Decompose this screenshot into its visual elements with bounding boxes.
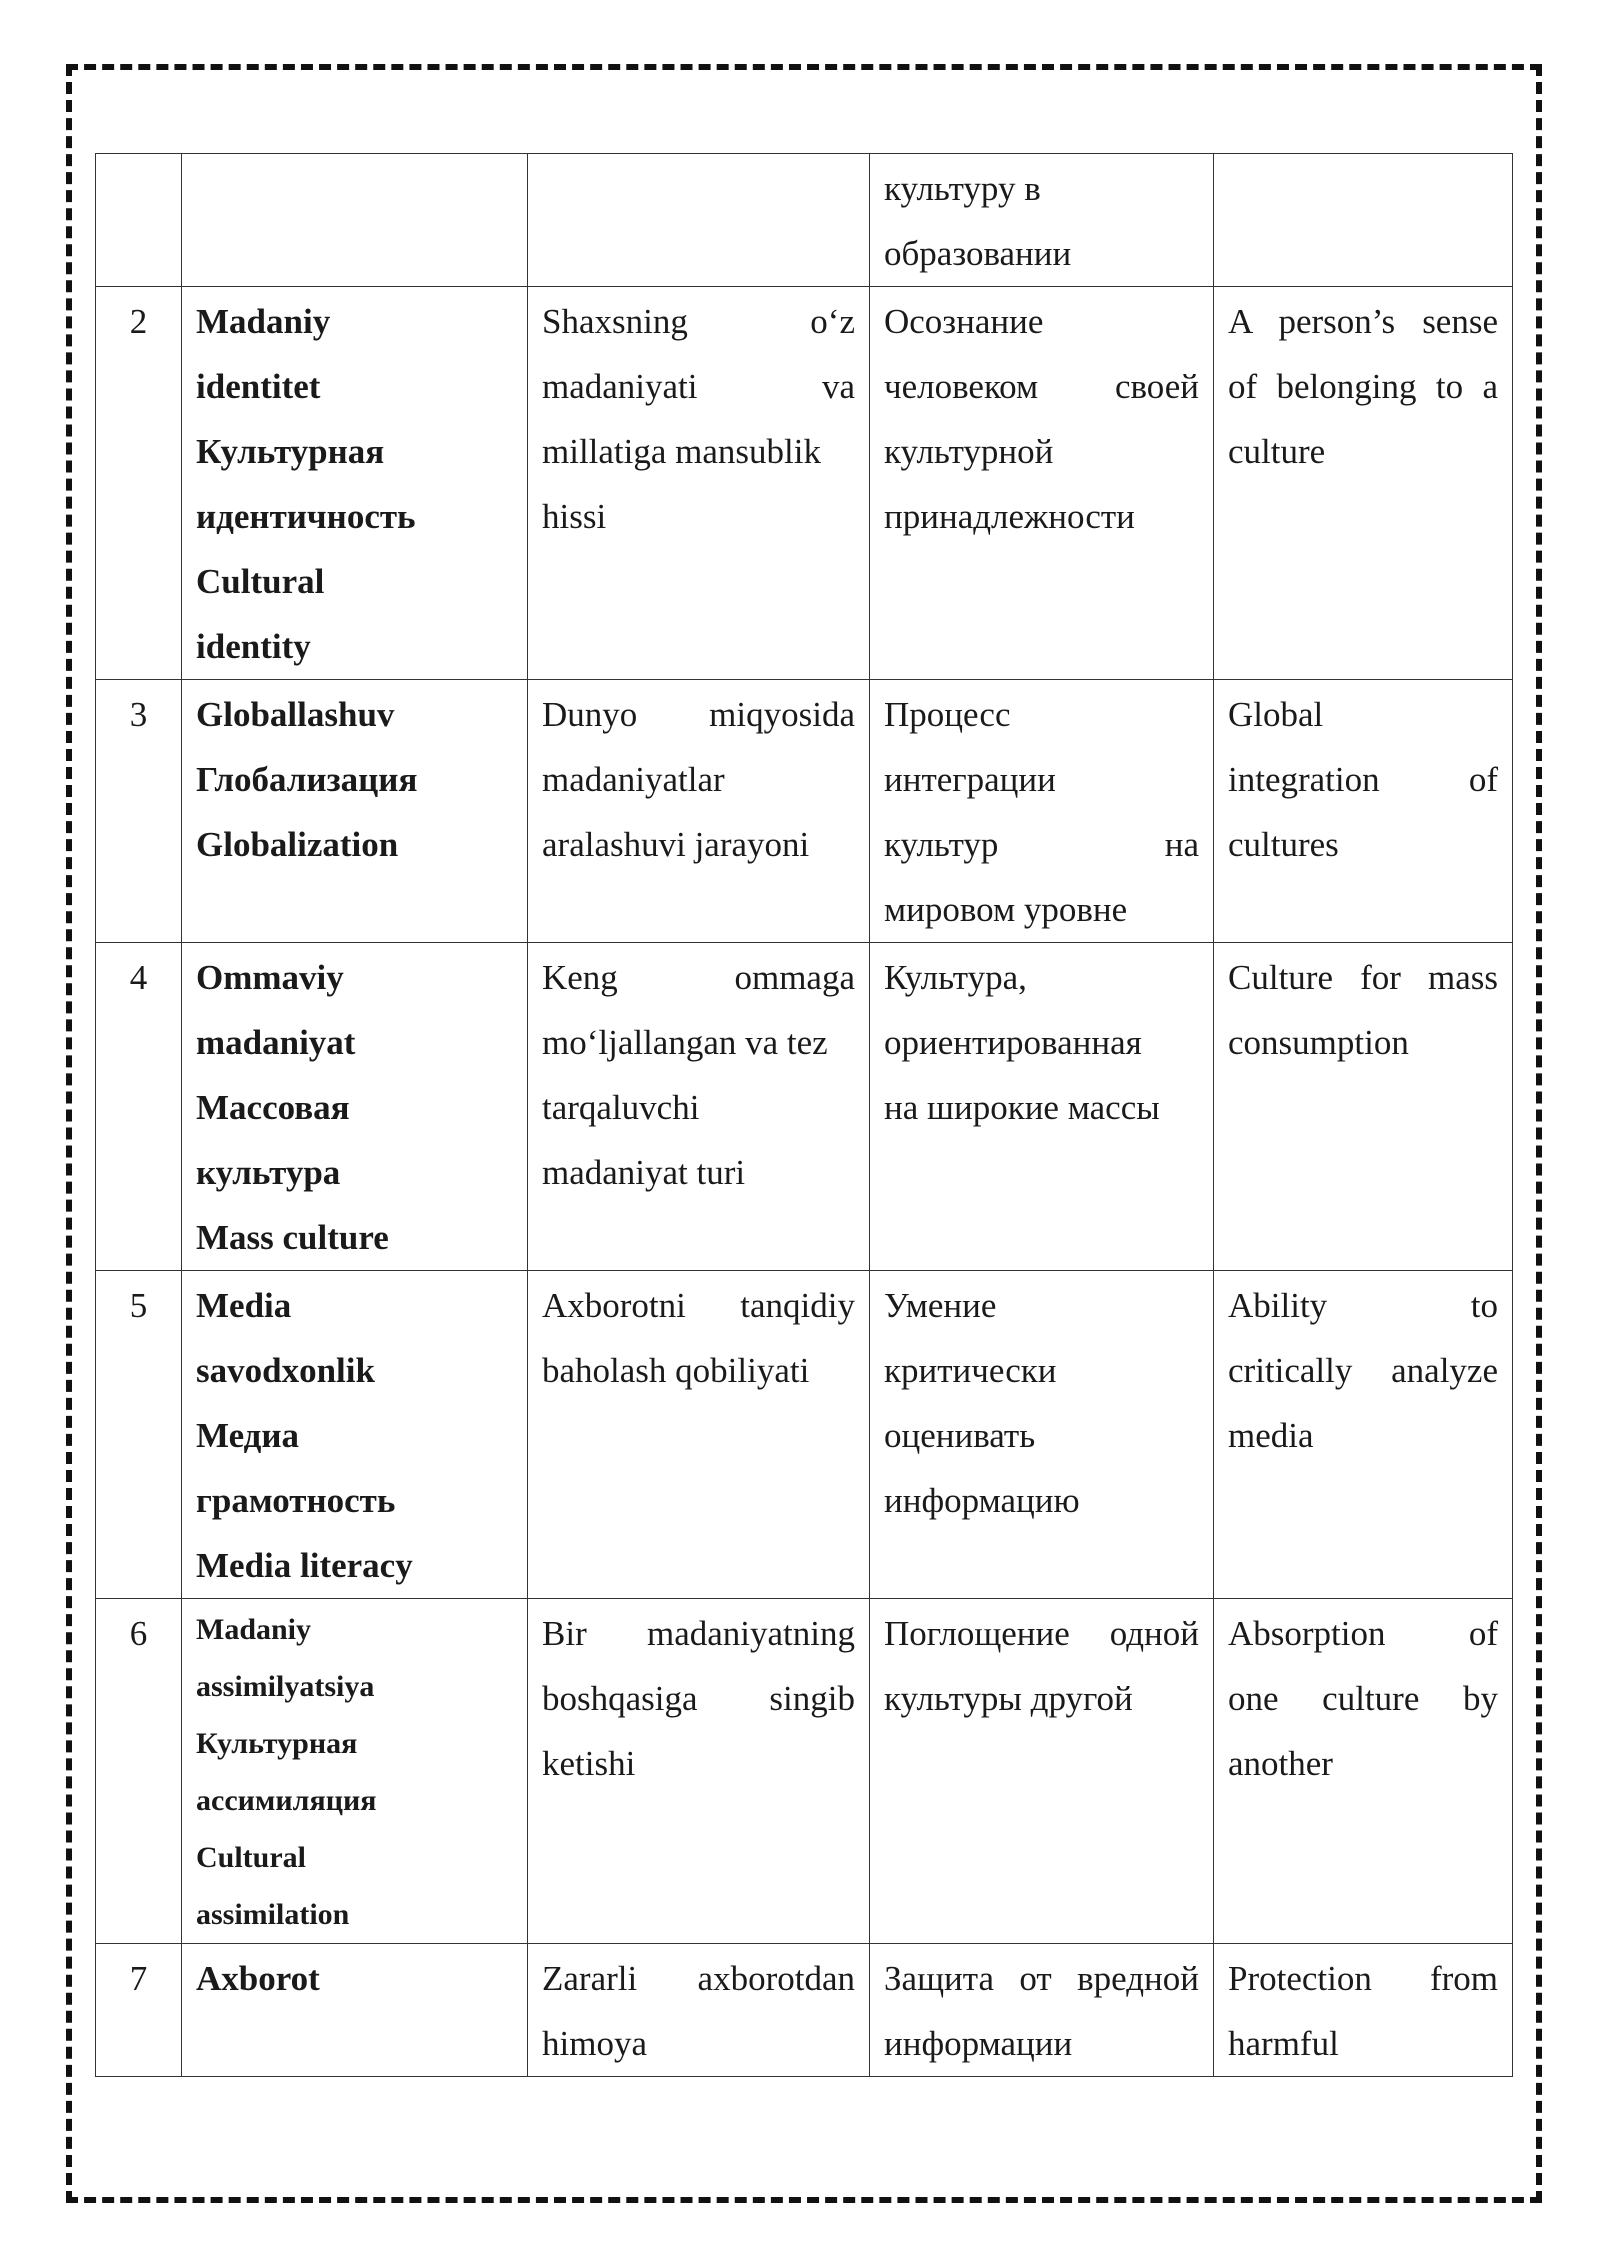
definition-line: media — [1228, 1416, 1314, 1455]
row-number — [96, 154, 182, 287]
definition-en-cell — [1214, 943, 1513, 1271]
definition-line: Умение — [884, 1286, 997, 1325]
definition-ru-cell — [870, 154, 1214, 287]
definition-uz-cell — [528, 680, 870, 943]
definition-line: aralashuvi jarayoni — [542, 825, 810, 864]
term-line: savodxonlik — [196, 1351, 375, 1390]
definition-uz-cell — [528, 154, 870, 287]
definition-line: на широкие массы — [884, 1088, 1160, 1127]
definition-line: Keng ommaga — [542, 958, 855, 997]
term-cell — [182, 1271, 528, 1599]
term-line: Mass culture — [196, 1218, 389, 1257]
table-row — [96, 680, 1513, 943]
term-line: Madaniy — [196, 1613, 312, 1646]
definition-line: Культура, — [884, 958, 1027, 997]
definition-line: ketishi — [542, 1744, 636, 1783]
definition-line: Защита от вредной — [884, 1959, 1199, 1998]
term-cell — [182, 1599, 528, 1944]
definition-line: tarqaluvchi — [542, 1088, 700, 1127]
definition-en-cell — [1214, 154, 1513, 287]
definition-line: оценивать — [884, 1416, 1036, 1455]
term-line: Культурная — [196, 432, 385, 471]
definition-line: интеграции — [884, 760, 1056, 799]
row-number: 3 — [96, 680, 182, 943]
definition-line: Zararli axborotdan — [542, 1959, 855, 1998]
table-row — [96, 1271, 1513, 1599]
term-line: identitet — [196, 367, 321, 406]
definition-line: madaniyati va — [542, 367, 855, 406]
term-line: assimilyatsiya — [196, 1670, 375, 1703]
term-cell — [182, 1944, 528, 2077]
term-cell — [182, 943, 528, 1271]
definition-line: Culture for mass — [1228, 958, 1498, 997]
definition-line: of belonging to a — [1228, 367, 1498, 406]
definition-en-cell — [1214, 1599, 1513, 1944]
definition-uz-cell — [528, 287, 870, 680]
definition-line: Осознание — [884, 302, 1044, 341]
definition-line: Axborotni tanqidiy — [542, 1286, 855, 1325]
definition-line: Ability to — [1228, 1286, 1498, 1325]
definition-line: cultures — [1228, 825, 1339, 864]
definition-en-cell — [1214, 1944, 1513, 2077]
definition-line: harmful — [1228, 2024, 1339, 2063]
row-number: 4 — [96, 943, 182, 1271]
definition-en-cell — [1214, 1271, 1513, 1599]
definition-line: mo‘ljallangan va tez — [542, 1023, 828, 1062]
definition-line: madaniyatlar — [542, 760, 725, 799]
definition-uz-cell — [528, 943, 870, 1271]
definition-ru-cell — [870, 1599, 1214, 1944]
definition-line: culture — [1228, 432, 1326, 471]
definition-line: Global — [1228, 695, 1324, 734]
definition-line: информацию — [884, 1481, 1080, 1520]
definition-ru-cell — [870, 943, 1214, 1271]
definition-line: himoya — [542, 2024, 647, 2063]
table-row — [96, 1944, 1513, 2077]
term-line: Globallashuv — [196, 695, 395, 734]
definition-line: ориентированная — [884, 1023, 1142, 1062]
glossary-table — [95, 153, 1513, 2077]
term-cell — [182, 154, 528, 287]
definition-line: Процесс — [884, 695, 1011, 734]
definition-line: consumption — [1228, 1023, 1409, 1062]
definition-line: культурной — [884, 432, 1054, 471]
table-row — [96, 287, 1513, 680]
row-number: 7 — [96, 1944, 182, 2077]
term-line: Глобализация — [196, 760, 418, 799]
term-cell — [182, 680, 528, 943]
definition-ru-cell — [870, 1944, 1214, 2077]
term-line: грамотность — [196, 1481, 396, 1520]
term-line: Cultural — [196, 562, 325, 601]
definition-line: Protection from — [1228, 1959, 1498, 1998]
term-line: Axborot — [196, 1959, 320, 1998]
definition-line: культуру в — [884, 169, 1041, 208]
definition-line: образовании — [884, 234, 1072, 273]
definition-line: integration of — [1228, 760, 1498, 799]
term-line: madaniyat — [196, 1023, 356, 1062]
term-line: Медиа — [196, 1416, 300, 1455]
term-line: идентичность — [196, 497, 416, 536]
definition-line: Dunyo miqyosida — [542, 695, 855, 734]
definition-line: millatiga mansublik — [542, 432, 821, 471]
definition-line: культуры другой — [884, 1679, 1133, 1718]
definition-ru-cell — [870, 680, 1214, 943]
definition-line: boshqasiga singib — [542, 1679, 855, 1718]
definition-line: hissi — [542, 497, 607, 536]
definition-ru-cell — [870, 1271, 1214, 1599]
definition-line: принадлежности — [884, 497, 1135, 536]
term-line: Media — [196, 1286, 292, 1325]
term-line: Media literacy — [196, 1546, 413, 1585]
definition-line: A person’s sense — [1228, 302, 1498, 341]
row-number: 5 — [96, 1271, 182, 1599]
term-line: identity — [196, 627, 311, 666]
row-number: 2 — [96, 287, 182, 680]
table-row — [96, 154, 1513, 287]
definition-line: madaniyat turi — [542, 1153, 746, 1192]
definition-line: человеком своей — [884, 367, 1199, 406]
definition-en-cell — [1214, 680, 1513, 943]
definition-uz-cell — [528, 1944, 870, 2077]
definition-line: Bir madaniyatning — [542, 1614, 855, 1653]
definition-line: информации — [884, 2024, 1073, 2063]
table-row — [96, 943, 1513, 1271]
definition-line: one culture by — [1228, 1679, 1498, 1718]
definition-line: мировом уровне — [884, 890, 1128, 929]
row-number: 6 — [96, 1599, 182, 1944]
definition-en-cell — [1214, 287, 1513, 680]
term-line: Cultural — [196, 1841, 307, 1874]
definition-line: культур на — [884, 825, 1199, 864]
term-line: assimilation — [196, 1898, 350, 1931]
definition-line: критически — [884, 1351, 1057, 1390]
definition-uz-cell — [528, 1599, 870, 1944]
definition-line: Поглощение одной — [884, 1614, 1199, 1653]
definition-ru-cell — [870, 287, 1214, 680]
term-line: Ommaviy — [196, 958, 344, 997]
term-line: Культурная — [196, 1727, 358, 1760]
definition-line: baholash qobiliyati — [542, 1351, 810, 1390]
term-line: Globalization — [196, 825, 399, 864]
term-line: Массовая — [196, 1088, 350, 1127]
term-line: ассимиляция — [196, 1784, 377, 1817]
definition-uz-cell — [528, 1271, 870, 1599]
definition-line: another — [1228, 1744, 1333, 1783]
definition-line: Absorption of — [1228, 1614, 1498, 1653]
term-cell — [182, 287, 528, 680]
definition-line: Shaxsning o‘z — [542, 302, 855, 341]
table-row — [96, 1599, 1513, 1944]
term-line: культура — [196, 1153, 341, 1192]
term-line: Madaniy — [196, 302, 331, 341]
definition-line: critically analyze — [1228, 1351, 1498, 1390]
